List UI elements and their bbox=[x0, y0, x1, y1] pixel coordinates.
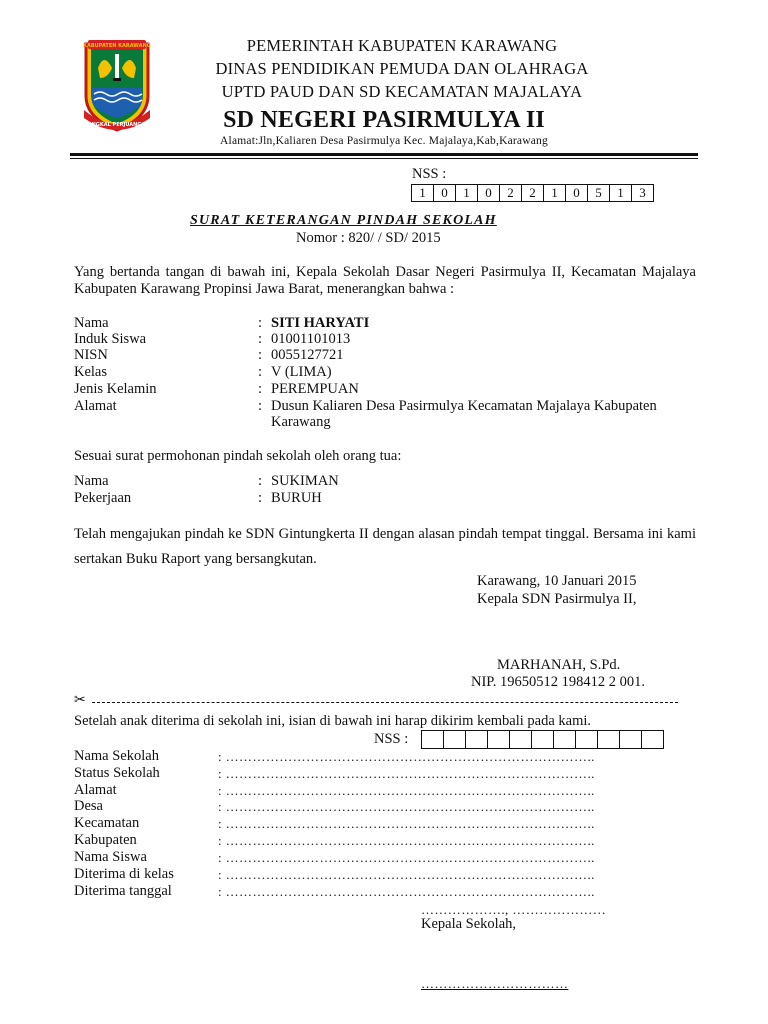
nss-digit: 0 bbox=[434, 185, 456, 201]
parent-name-value: SUKIMAN bbox=[271, 473, 339, 489]
fill-line: : ……………………………………………………………………….. bbox=[218, 867, 595, 882]
student-address-value: Dusun Kaliaren Desa Pasirmulya Kecamatan Majalaya Kabupaten bbox=[271, 398, 657, 414]
nss-empty-cell[interactable] bbox=[466, 731, 488, 748]
nss-digit: 1 bbox=[412, 185, 434, 201]
nss-digit: 3 bbox=[639, 185, 646, 200]
nss-empty-cell[interactable] bbox=[422, 731, 444, 748]
fill-line: : ……………………………………………………………………….. bbox=[218, 766, 595, 781]
student-class-value: V (LIMA) bbox=[271, 364, 332, 380]
fill-line: : ……………………………………………………………………….. bbox=[218, 816, 595, 831]
svg-text:KABUPATEN KARAWANG: KABUPATEN KARAWANG bbox=[83, 43, 151, 49]
field-district: Kecamatan bbox=[74, 815, 140, 831]
nss-empty-cell[interactable] bbox=[598, 731, 620, 748]
intro-paragraph: Yang bertanda tangan di bawah ini, Kepala Sekolah Dasar Negeri Pasirmulya II, Kecamatan Majalaya Kabupaten Karawang Propinsi Jawa Barat, menerangkan bahwa : bbox=[74, 264, 696, 297]
parent-intro: Sesuai surat permohonan pindah sekolah oleh orang tua: bbox=[74, 448, 402, 464]
return-nss-label: NSS : bbox=[374, 731, 409, 747]
signer-name: MARHANAH, S.Pd. bbox=[497, 657, 621, 673]
school-address: Alamat:Jln,Kaliaren Desa Pasirmulya Kec. Majalaya,Kab,Karawang bbox=[220, 135, 548, 147]
nss-digit: 2 bbox=[522, 185, 544, 201]
nss-number-box bbox=[411, 184, 654, 202]
student-class-label: Kelas bbox=[74, 364, 108, 380]
school-name: SD NEGERI PASIRMULYA II bbox=[223, 107, 545, 133]
svg-text:PANGKAL PERJUANGAN: PANGKAL PERJUANGAN bbox=[84, 122, 150, 128]
student-gender-label: Jenis Kelamin bbox=[74, 381, 157, 397]
signer-title: Kepala SDN Pasirmulya II, bbox=[477, 591, 637, 607]
fill-line: : ……………………………………………………………………….. bbox=[218, 749, 595, 764]
colon: : bbox=[258, 490, 263, 506]
colon: : bbox=[258, 473, 263, 489]
fill-line: : ……………………………………………………………………….. bbox=[218, 799, 595, 814]
field-village: Desa bbox=[74, 798, 103, 814]
field-school-status: Status Sekolah bbox=[74, 765, 160, 781]
nss-empty-cell[interactable] bbox=[576, 731, 598, 748]
nss-digit: 0 bbox=[566, 185, 588, 201]
student-name-label: Nama bbox=[74, 315, 109, 331]
fill-line: : ……………………………………………………………………….. bbox=[218, 884, 595, 899]
student-nisn-label: NISN bbox=[74, 347, 108, 363]
nss-digit: 1 bbox=[456, 185, 478, 201]
header-uptd: UPTD PAUD DAN SD KECAMATAN MAJALAYA bbox=[221, 82, 583, 101]
field-address: Alamat bbox=[74, 782, 117, 798]
header-government: PEMERINTAH KABUPATEN KARAWANG bbox=[246, 36, 558, 55]
nss-empty-cell[interactable] bbox=[642, 731, 663, 748]
nss-digit: 1 bbox=[544, 185, 566, 201]
header-rule-thin bbox=[70, 158, 698, 159]
return-date-line: ………………., ………………… bbox=[421, 902, 607, 917]
nss-empty-cell[interactable] bbox=[620, 731, 642, 748]
body-paragraph: Telah mengajukan pindah ke SDN Gintungkerta II dengan alasan pindah tempat tinggal. Bersama ini kami sertakan Buku Raport yang bersangkutan. bbox=[74, 526, 696, 567]
header-rule-thick bbox=[70, 153, 698, 156]
fill-line: : ……………………………………………………………………….. bbox=[218, 783, 595, 798]
field-student-name: Nama Siswa bbox=[74, 849, 147, 865]
signer-nip: NIP. 19650512 198412 2 001. bbox=[471, 674, 646, 690]
letter-number: Nomor : 820/ / SD/ 2015 bbox=[296, 230, 441, 246]
colon: : bbox=[258, 364, 263, 380]
field-accepted-date: Diterima tanggal bbox=[74, 883, 172, 899]
nss-empty-cell[interactable] bbox=[554, 731, 576, 748]
fill-line: : ……………………………………………………………………….. bbox=[218, 850, 595, 865]
nss-digit: 2 bbox=[500, 185, 522, 201]
place-date: Karawang, 10 Januari 2015 bbox=[477, 573, 637, 589]
parent-name-label: Nama bbox=[74, 473, 109, 489]
dashed-divider bbox=[92, 702, 678, 703]
student-nisn-value: 0055127721 bbox=[271, 347, 344, 363]
field-school-name: Nama Sekolah bbox=[74, 748, 159, 764]
nss-empty-cell[interactable] bbox=[488, 731, 510, 748]
parent-job-value: BURUH bbox=[271, 490, 322, 506]
colon: : bbox=[258, 347, 263, 363]
student-name-value: SITI HARYATI bbox=[271, 315, 370, 331]
cut-line bbox=[74, 693, 678, 709]
fill-line: : ……………………………………………………………………….. bbox=[218, 833, 595, 848]
letter-title: SURAT KETERANGAN PINDAH SEKOLAH bbox=[190, 213, 497, 228]
nss-digit: 1 bbox=[610, 185, 632, 201]
student-address-value-line2: Karawang bbox=[271, 414, 331, 430]
student-induk-label: Induk Siswa bbox=[74, 331, 147, 347]
student-address-label: Alamat bbox=[74, 398, 117, 414]
student-induk-value: 01001101013 bbox=[271, 331, 351, 347]
header-department: DINAS PENDIDIKAN PEMUDA DAN OLAHRAGA bbox=[215, 59, 589, 78]
nss-empty-cell[interactable] bbox=[510, 731, 532, 748]
return-slip-intro: Setelah anak diterima di sekolah ini, isian di bawah ini harap dikirim kembali pada kami. bbox=[74, 713, 592, 729]
colon: : bbox=[258, 398, 263, 414]
return-signature-line: …………………………… bbox=[421, 976, 569, 991]
parent-job-label: Pekerjaan bbox=[74, 490, 132, 506]
return-nss-box bbox=[421, 730, 664, 749]
scissors-icon: ✂ bbox=[74, 693, 86, 708]
nss-label: NSS : bbox=[412, 166, 447, 182]
colon: : bbox=[258, 381, 263, 397]
nss-digit: 5 bbox=[588, 185, 610, 201]
nss-empty-cell[interactable] bbox=[444, 731, 466, 748]
field-regency: Kabupaten bbox=[74, 832, 137, 848]
colon: : bbox=[258, 331, 263, 347]
nss-empty-cell[interactable] bbox=[532, 731, 554, 748]
return-signer-title: Kepala Sekolah, bbox=[421, 916, 517, 932]
colon: : bbox=[258, 315, 263, 331]
field-accepted-class: Diterima di kelas bbox=[74, 866, 174, 882]
nss-digit: 0 bbox=[478, 185, 500, 201]
student-gender-value: PEREMPUAN bbox=[271, 381, 359, 397]
